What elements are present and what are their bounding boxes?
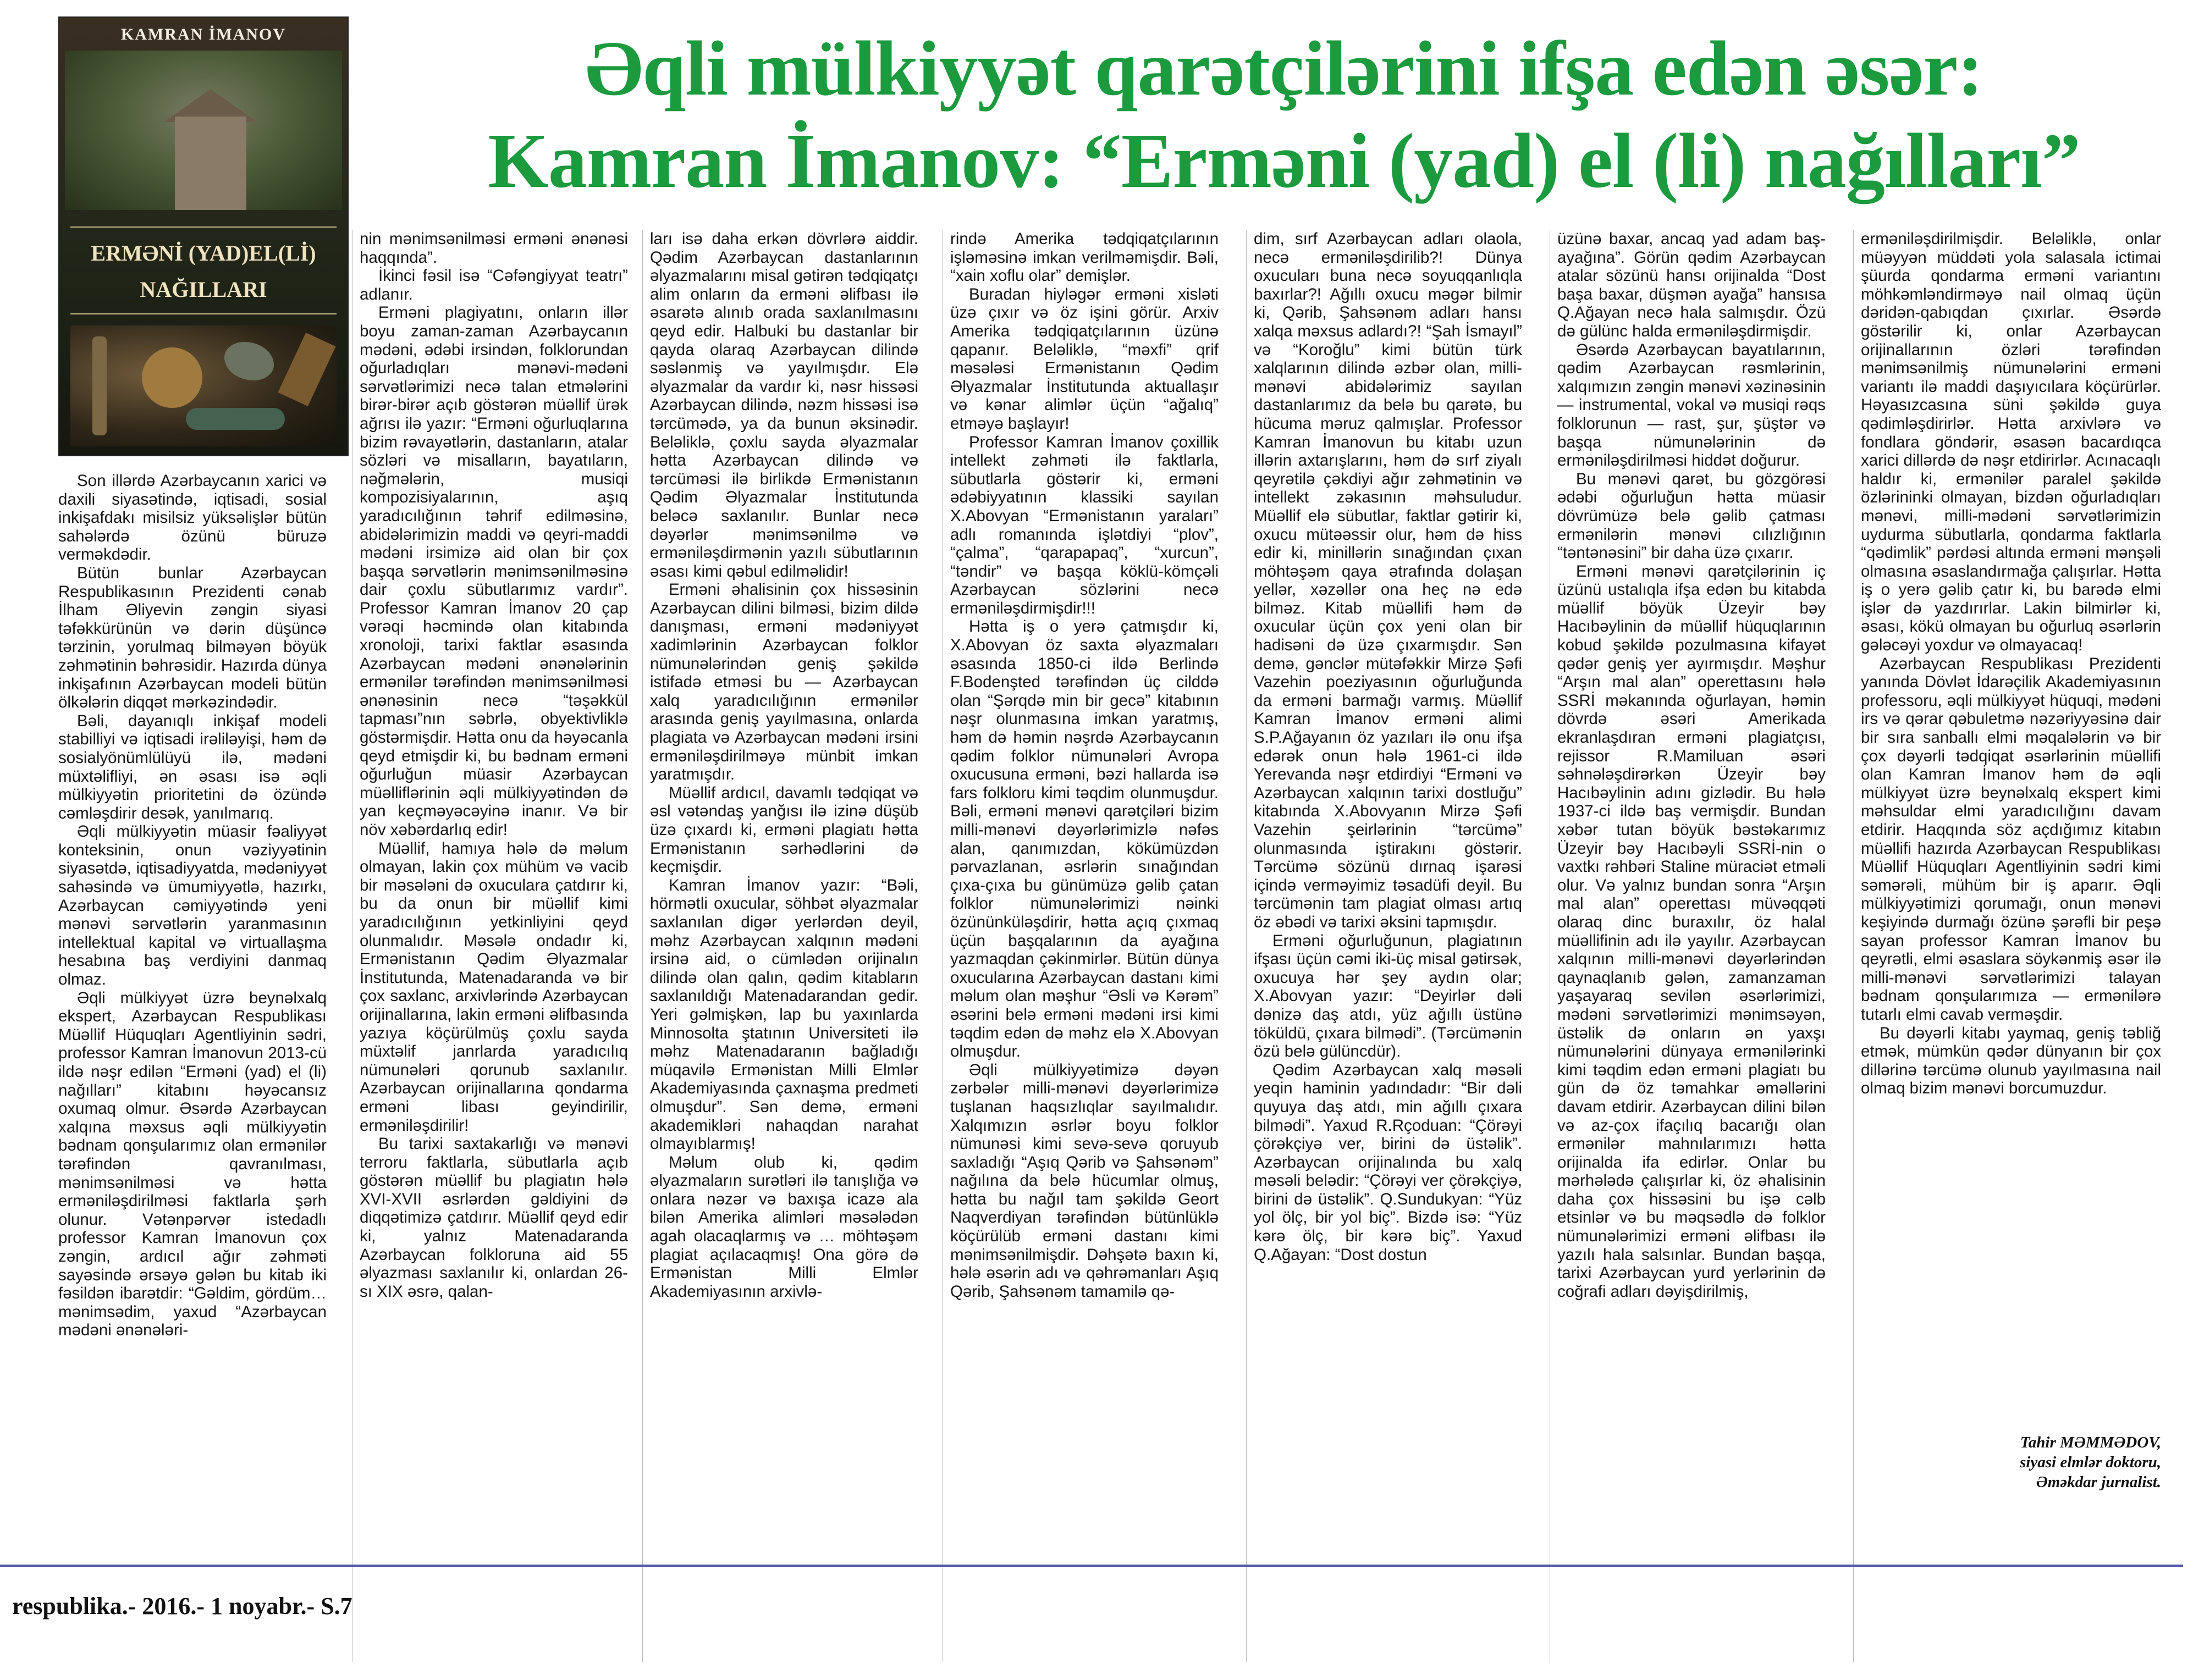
article-column-5 — [1254, 230, 1522, 1264]
source-citation: respublika.- 2016.- 1 noyabr.- S.7 — [12, 1593, 352, 1620]
paragraph: Professor Kamran İmanov çoxillik intellekt zəhməti ilə faktlarla, sübutlarla göstərir ki, erməni ədəbiyyatının klassiki sayılan X.Abovyan “Ermənistanın yaraları” adlı romanında işlətdiyi “plov”, “çalma”, “qarapapaq”, “xurcun”, “təndir” və başqa köklü-kömçəli Azərbaycan sözlərini necə erməniləşdirmişdir!!! — [950, 433, 1219, 617]
cover-title: ERMƏNİ (YAD)EL(Lİ) NAĞILLARI — [70, 226, 337, 314]
paragraph: üzünə baxar, ancaq yad adam baş-ayağına”. Görün qədim Azərbaycan atalar sözünü hansı orijinalda “Dost başa baxar, düşmən ayağa” hansısa Q.Ağayan necə hala salmışdır. Özü də gülünc halda erməniləşdirmişdir. — [1557, 230, 1826, 340]
paragraph: nin mənimsənilməsi erməni ənənəsi haqqında”. — [360, 230, 628, 267]
paragraph: Son illərdə Azərbaycanın xarici və daxili siyasətində, iqtisadi, sosial inkişafdakı misilsiz yüksəlişlər bütün sahələrdə özünü büruzə verməkdədir. — [58, 472, 327, 564]
article-headline — [385, 22, 2183, 207]
article-column-2 — [360, 230, 628, 1301]
footer-divider — [0, 1565, 2183, 1567]
paragraph: Erməni əhalisinin çox hissəsinin Azərbaycan dilini bilməsi, bizim dildə danışması, erməni mədəniyyət xadimlərinin Azərbaycan folklor nümunələrindən geniş şəkildə istifadə etməsi bu — Azərbaycan xalq yaradıcılığının ermənilər arasında geniş yayılmasına, onlarda plagiata və Azərbaycan mədəni irsini erməniləşdirilməyə münbit imkan yaratmışdır. — [650, 581, 918, 784]
paragraph: dim, sırf Azərbaycan adları olaola, necə erməniləşdirilib?! Dünya oxucuları buna necə soyuqqanlıqla baxırlar?! Ağıllı oxucu məgər bilmir ki, Qərib, Şahsənəm adları hansı xalqa məxsus adlardı?! “Şah İsmayıl” və “Koroğlu” kimi bütün türk xalqlarının dilində əzbər olan, milli-mənəvi abidələrimiz sayılan dastanlarımız da belə bu qarətə, bu hücuma məruz qalmışlar. Professor Kamran İmanovun bu kitabı uzun illərin axtarışlarını, həm də sırf ziyalı qeyrətilə çəkdiyi ağır zəhmətinin və intellekt zəkasının məhsuludur. Müəllif elə sübutlar, faktlar gətirir ki, oxucu mütəəssir olur, həm də hiss edir ki, minillərin sınağından çıxan möhtəşəm qaya ətrafında dolaşan yellər, xəzəllər ona heç nə edə bilməz. Kitab müəllifi həm də oxucular üçün çox yeni olan bir hadisəni də üzə çıxarmışdır. Sən demə, gənclər mütəfəkkir Mirzə Şəfi Vazehin poeziyasının oğurluğunda da erməni barmağı varmış. Müəllif Kamran İmanov erməni alimi S.P.Ağayanın öz yazıları ilə onu ifşa edərək onun hələ 1961-ci ildə Yerevanda nəşr etdirdiyi “Erməni və Azərbaycan xalqının tarixi dostluğu” kitabında X.Abovyanın Mirzə Şəfi Vazehin şeirlərinin “tərcümə” olunmasında iştirakını göstərir. Tərcümə sözünü dırnaq işarəsi içində verməyimiz təsadüfi deyil. Bu tərcümənin tam plagiat olması artıq öz əbədi və tarixi əksini tapmışdır. — [1254, 230, 1522, 931]
paragraph: Azərbaycan Respublikası Prezidenti yanında Dövlət İdarəçilik Akademiyasının professoru, əqli mülkiyyət hüquqi, mədəni irs və qərar qəbuletmə nəzəriyyəsinə dair bir sıra sanballı elmi məqalələrin və bir çox dəyərli tədqiqat əsərlərinin müəllifi olan Kamran İmanov həm də əqli mülkiyyət üzrə beynəlxalq ekspert kimi məhsuldar elmi yaradıcılığını davam etdirir. Haqqında söz açdığımız kitabın müəllifi hazırda Azərbaycan Respublikası Müəllif Hüquqları Agentliyinin sədri kimi səmərəli, mühüm bir iş aparır. Əqli mülkiyyətimizi qorumağı, onun mənəvi keşiyində durmağı özünə şərəfli bir peşə sayan professor Kamran İmanov bu qeyrətli, elmi əsaslara söykənmiş əsər ilə milli-mənəvi sərvətlərimizi talayan bədnam qonşularımıza — ermənilərə tutarlı elmi cavab verməşdir. — [1861, 654, 2161, 1024]
paragraph: Erməni oğurluğunun, plagiatının ifşası üçün cəmi iki-üç misal gətirsək, oxucuya hər şey aydın olar; X.Abovyan yazır: “Deyirlər dəli dənizə daş atdı, yüz ağıllı üstünə töküldü, çıxara bilmədi”. (Tərcümənin özü belə gülüncdür). — [1254, 931, 1522, 1061]
paragraph: Qədim Azərbaycan xalq məsəli yeqin haminin yadındadır: “Bir dəli quyuya daş atdı, min ağıllı çıxara bilmədi”. Yaxud R.Rçoduan: “Çörəyi çörəkçiyə ver, birini də üstəlik”. Azərbaycan orijinalında bu xalq məsəli belədir: “Çörəyi ver çörəkçiyə, birini də üstəlik”. Q.Sundukyan: “Yüz yol ölç, bir yol biç”. Bizdə isə: “Yüz kərə ölç, bir kərə biç”. Yaxud Q.Ağayan: “Dost dostun — [1254, 1060, 1522, 1264]
paragraph: Müəllif ardıcıl, davamlı tədqiqat və əsl vətəndaş yanğısı ilə izinə düşüb üzə çıxardı ki, erməni plagiatı hətta Ermənistanın sərhədlərini də keçmişdir. — [650, 783, 918, 876]
paragraph: İkinci fəsil isə “Cəfəngiyyat teatrı” adlanır. — [360, 267, 628, 303]
headline-line-2: Kamran İmanov: “Erməni (yad) el (li) nağılları” — [488, 117, 2080, 204]
paragraph: rində Amerika tədqiqatçılarının işləməsinə imkan verilməmişdir. Bəli, “xain xoflu olar” demişlər. — [950, 230, 1219, 285]
book-cover-image — [58, 16, 349, 456]
column-divider — [642, 230, 643, 1662]
paragraph: Əqli mülkiyyətin müasir fəaliyyət konteksinin, onun vəziyyətinin siyasətdə, iqtisadiyyatda, mədəniyyət sahəsində və ümumiyyətlə, hazırkı, Azərbaycan cəmiyyətində yeni mənəvi sərvətlərin yaranmasının intellektual kapital və virtuallaşma hesabına baş verdiyini danmaq olmaz. — [58, 822, 327, 989]
paragraph: Əqli mülkiyyət üzrə beynəlxalq ekspert, Azərbaycan Respublikası Müəllif Hüquqları Agentliyinin sədri, professor Kamran İmanovun 2013-cü ildə nəşr edilən “Erməni (yad) el (li) nağılları” kitabını həyəcansız oxumaq olmur. Əsərdə Azərbaycan xalqına məxsus əqli mülkiyyətin bədnam qonşularımız olan ermənilər tərəfindən qavranılması, mənimsənilməsi və hətta erməniləşdirilməsi faktlarla şərh olunur. Vətənpərvər istedadlı professor Kamran İmanovun çox zəngin, ardıcıl ağır zəhməti sayəsində ərsəyə gələn bu kitab iki fəsildən ibarətdir: “Gəldim, gördüm… mənimsədim, yaxud “Azərbaycan mədəni ənənələri- — [58, 988, 327, 1340]
author-name: Tahir MƏMMƏDOV, — [2020, 1434, 2161, 1451]
author-signature — [1861, 1433, 2161, 1492]
paragraph: Hətta iş o yerə çatmışdır ki, X.Abovyan öz saxta əlyazmaları əsasında 1850-ci ildə Berlində F.Bodenşted tərəfindən üç cilddə olan “Şərqdə min bir gecə” kitabının nəşr olunmasına imkan yaratmış, həm də həmin nəşrdə Azərbaycanın qədim folklor nümunələri Avropa oxucusuna erməni, bəzi hallarda isə fars folkloru kimi təqdim olunmuşdur. Bəli, erməni mənəvi qarətçiləri bizim milli-mənəvi dəyərlərimizlə nəfəs alan, qanımızdan, kökümüzdən pərvazlanan, əsrlərin sınağından çıxa-çıxa bu günümüzə gəlib çatan folklor nümunələrimizi nəinki özününküləşdirir, hətta açıq çıxmaq üçün başqalarının da ayağına yazmaqdan çəkinmirlər. Bütün dünya oxucularına Azərbaycan dastanı kimi məlum olan məşhur “Əsli və Kərəm” əsərini belə erməni mədəni irsi kimi təqdim edən də məhz elə X.Abovyan olmuşdur. — [950, 617, 1219, 1061]
paragraph: Əsərdə Azərbaycan bayatılarının, qədim Azərbaycan rəsmlərinin, xalqımızın zəngin mənəvi xəzinəsinin — instrumental, vokal və musiqi rəqs folklorunun — rast, şur, şüştər və başqa nümunələrinin də erməniləşdirilməsi hiddət doğurur. — [1557, 340, 1826, 470]
article-column-4 — [950, 230, 1219, 1301]
paragraph: Məlum olub ki, qədim əlyazmaların surətləri ilə tanışlığa və onlara nəzər və baxışa icazə ala bilən Amerika alimləri məsələdən agah olacaqlarmış və … möhtəşəm plagiat açılacaqmış! Ona görə də Ermənistan Milli Elmlər Akademiyasının arxivlə- — [650, 1153, 918, 1301]
paragraph: Müəllif, hamıya hələ də məlum olmayan, lakin çox mühüm və vacib bir məsələni də oxuculara çatdırır ki, bu da onun bir müəllif kimi yaradıcılığının yetkinliyini qeyd olunmalıdır. Məsələ ondadır ki, Ermənistanın Qədim Əlyazmalar İnstitutunda, Matenadaranda və bir çox saxlanc, arxivlərində Azərbaycan orijinallarına, lakin erməni əlifbasında yazıya köçürülmüş çoxlu sayda müxtəlif janrlarda yaradıcılıq nümunələri qorunub saxlanılır. Azərbaycan orijinallarına qondarma erməni libası geyindirilir, erməniləşdirilir! — [360, 839, 628, 1135]
column-divider — [1853, 230, 1854, 1662]
paragraph: Bəli, dayanıqlı inkişaf modeli stabilliyi və iqtisadi irəliləyişi, həm də sosialyönümlülüyü ilə, mədəni müxtəlifliyi, ən əsası isə əqli mülkiyyətin prioritetini də özündə cəmləşdirir desək, yanılmarıq. — [58, 711, 327, 822]
cover-author: KAMRAN İMANOV — [120, 25, 286, 43]
paragraph: Kamran İmanov yazır: “Bəli, hörmətli oxucular, söhbət əlyazmalar saxlanılan digər yerlərdən deyil, məhz Azərbaycan xalqının mədəni irsinə aid, o cümlədən orijinalın dilində olan qalın, qədim kitabların saxlanıldığı Matenadarandan gedir. Yeri gəlmişkən, lap bu yaxınlarda Minnosolta ştatının Universiteti ilə məhz Matenadaranın bağladığı müqavilə Ermənistan Milli Elmlər Akademiyasında çaxnaşma predmeti olmuşdur”. Sən demə, erməni akademikləri nahaqdan narahat olmayıblarmış! — [650, 876, 918, 1153]
headline-line-1: Əqli mülkiyyət qarətçilərini ifşa edən əsər: — [585, 25, 1983, 112]
cover-artifacts-photo — [70, 325, 337, 446]
paragraph: Əqli mülkiyyətimizə dəyən zərbələr milli-mənəvi dəyərlərimizə tuşlanan haqsızlıqlar sayılmalıdır. Xalqımızın əsrlər boyu folklor nümunəsi kimi sevə-sevə qoruyub saxladığı “Aşıq Qərib və Şahsənəm” nağılına da belə hücumlar olmuş, hətta bu nağıl tam şəkildə Geort Naqverdiyan tərəfindən bütünlüklə köçürülüb erməni dastanı kimi mənimsənilmişdir. Dəhşətə baxın ki, hələ əsərin adı və qəhrəmanları Aşıq Qərib, Şahsənəm tamamilə qə- — [950, 1060, 1219, 1301]
article-column-1 — [58, 472, 327, 1340]
author-title-2: Əməkdar jurnalist. — [2036, 1473, 2161, 1491]
cover-church-photo — [65, 51, 342, 210]
article-column-7 — [1861, 230, 2161, 1098]
author-title-1: siyasi elmlər doktoru, — [2020, 1454, 2161, 1471]
paragraph: Bu mənəvi qarət, bu gözgörəsi ədəbi oğurluğun hətta müasir dövrümüzə belə gəlib çatması ermənilərin mənəvi cılızlığının “təntənəsini” bir daha üzə çıxarır. — [1557, 469, 1826, 562]
paragraph: Buradan hiyləgər erməni xisləti üzə çıxır və öz işini görür. Arxiv Amerika tədqiqatçılarının üzünə qapanır. Beləliklə, “məxfi” qrif məsələsi Ermənistanın Qədim Əlyazmalar İnstitutunda aktuallaşır və kənar alimlər üçün “ağalıq” etməyə başlayır! — [950, 285, 1219, 433]
paragraph: Erməni plagiyatını, onların illər boyu zaman-zaman Azərbaycanın mədəni, ədəbi irsindən, folklorundan oğurladıqları mənəvi-mədəni sərvətlərimizi necə talan etmələrini birər-birər açıb göstərən müəllif ürək ağrısı ilə yazır: “Erməni oğurluqlarına bizim rəvayətlərin, dastanların, atalar sözləri və misalların, bayatıların, nəğmələrin, musiqi kompozisiyalarının, aşıq yaradıcılığının təhrif edilməsinə, abidələrimizin maddi və qeyri-maddi mədəni irsimizə aid olan bir çox başqa sərvətlərin mənimsənilməsinə dair çoxlu sübutlarımız vardır”. Professor Kamran İmanov 20 çap vərəqi həcmində olan kitabında xronoloji, tarixi faktlar əsasında Azərbaycan mədəni ənənələrinin ermənilər tərəfindən mənimsənilməsi ənənəsinin necə “təşəkkül tapması”nın səbrlə, obyektivliklə göstərmişdir. Hətta onu da həyəcanla qeyd etmişdir ki, bu bədnam erməni oğurluğun müasir Azərbaycan müəlliflərinin əqli mülkiyyətindən də yan keçməyəcəyinə inanır. Və bir növ xəbərdarlıq edir! — [360, 303, 628, 839]
paragraph: Bu dəyərli kitabı yaymaq, geniş təbliğ etmək, mümkün qədər dünyanın bir çox dillərinə tərcümə olunub yayılmasına nail olmaq bizim mənəvi borcumuzdur. — [1861, 1024, 2161, 1098]
paragraph: Bütün bunlar Azərbaycan Respublikasının Prezidenti cənab İlham Əliyevin zəngin siyasi təfəkkürünün və dərin düşüncə tərzinin, yorulmaq bilməyən böyük zəhmətinin bəhrəsidir. Hazırda dünya inkişafının Azərbaycan modeli bütün ölkələrin diqqət mərkəzindədir. — [58, 563, 327, 712]
paragraph: Bu tarixi saxtakarlığı və mənəvi terroru faktlarla, sübutlarla açıb göstərən müəllif bu plagiatın hələ XVI-XVII əsrlərdən gəldiyini də diqqətimizə çatdırır. Müəllif qeyd edir ki, yalnız Matenadaranda Azərbaycan folkloruna aid 55 əlyazması saxlanılır ki, onlardan 26-sı XIX əsrə, qalan- — [360, 1135, 628, 1301]
paragraph: Erməni mənəvi qarətçilərinin iç üzünü ustalıqla ifşa edən bu kitabda müəllif böyük Üzeyir bəy Hacıbəylinin də müəllif hüquqlarının kobud şəkildə pozulmasına kifayət qədər geniş yer ayırmışdır. Məşhur “Arşın mal alan” operettasını hələ SSRİ məkanında oğurlayan, həmin dövrdə əsəri Amerikada ekranlaşdıran erməni plagiatçısı, rejissor R.Mamiluan əsəri səhnələşdirərkən Üzeyir bəy Hacıbəylinin adını gizlədir. Bu hələ 1937-ci ildə baş vermişdir. Bundan xəbər tutan böyük bəstəkarımız Üzeyir bəy Hacıbəyli SSRİ-nin o vaxtkı rəhbəri Staline müraciət etməli olur. Və yalnız bundan sonra “Arşın mal alan” operettası müvəqqəti olaraq dinc buraxılır, öz halal müəllifinin adı ilə yayılır. Azərbaycan xalqının milli-mənəvi dəyərlərindən qaynaqlanıb gələn, zamanzaman yaşayaraq sevilən əsərlərimizi, mədəni sərvətlərimizi mənimsəyən, üstəlik də onların ən yaxşı nümunələrini dünyaya ermənilərinki kimi təqdim edən erməni plagiatı bu gün də öz təmahkar əməllərini davam etdirir. Azərbaycan dilini bilən və az-çox ifaçılıq bacarığı olan ermənilər mahnılarımızı hətta orijinalda ifa edirlər. Onlar bu mərhələdə çalışırlar ki, öz əhalisinin daha çox hissəsini bu işə cəlb etsinlər və bu məqsədlə də folklor nümunələrimizi erməni əlifbası ilə yazılı hala salsınlar. Bundan başqa, tarixi Azərbaycan yurd yerlərinin də coğrafi adları dəyişdirilmiş, — [1557, 562, 1826, 1301]
column-divider — [1246, 230, 1247, 1662]
article-column-3 — [650, 230, 918, 1301]
paragraph: erməniləşdirilmişdir. Beləliklə, onlar müəyyən müddəti yola salasala ictimai şüurda qondarma erməni variantını möhkəmləndirməyə nail olmaq üçün dəridən-qabıqdan çıxırlar. Əsərdə göstərilir ki, onlar Azərbaycan orijinallarının özləri tərəfindən mənimsənilmiş nümunələrini erməni variantı ilə maddi daşıyıcılara köçürürlər. Həyasızcasına süni şəkildə guya qədimləşdirirlər. Hətta arxivlərə və fondlara göndərir, əsasən bacardıqca xarici dillərdə də nəşr etdirirlər. Acınacaqlı haldır ki, ermənilər paralel şəkildə özlərininki olmayan, bizdən oğurladıqları mənəvi, milli-mədəni sərvətlərimizin uydurma sübutlarla, qondarma faktlarla “qədimlik” pərdəsi altında erməni mənşəli olmasına əsaslandırmağa çalışırlar. Hətta iş o yerə gəlib çatır ki, bu barədə elmi işlər də yazdırırlar. Lakin bilmirlər ki, əsası, kökü olmayan bu oğurluq əsərlərin gələcəyi yoxdur və olmayacaq! — [1861, 230, 2161, 655]
article-column-6 — [1557, 230, 1826, 1301]
paragraph: ları isə daha erkən dövrlərə aiddir. Qədim Azərbaycan dastanlarının əlyazmalarını misal gətirən tədqiqatçı alim onların da erməni əlifbası ilə əsarətə alınıb orada saxlanılmasını qeyd edir. Halbuki bu dastanlar bir qayda olaraq Azərbaycan dilində səslənmiş və yayılmışdır. Elə əlyazmalar da vardır ki, nəsr hissəsi Azərbaycan dilində, nəzm hissəsi isə tərcümədə, ya da bunun əksinədir. Beləliklə, çoxlu sayda əlyazmalar hətta Azərbaycan dilində və tərcüməsi ilə birlikdə Ermənistanın Qədim Əlyazmalar İnstitutunda beləcə saxlanılır. Bunlar necə dəyərlər mənimsənilmə və erməniləşdirmənin yazılı sübutlarının əsası kimi qəbul edilməlidir! — [650, 230, 918, 581]
